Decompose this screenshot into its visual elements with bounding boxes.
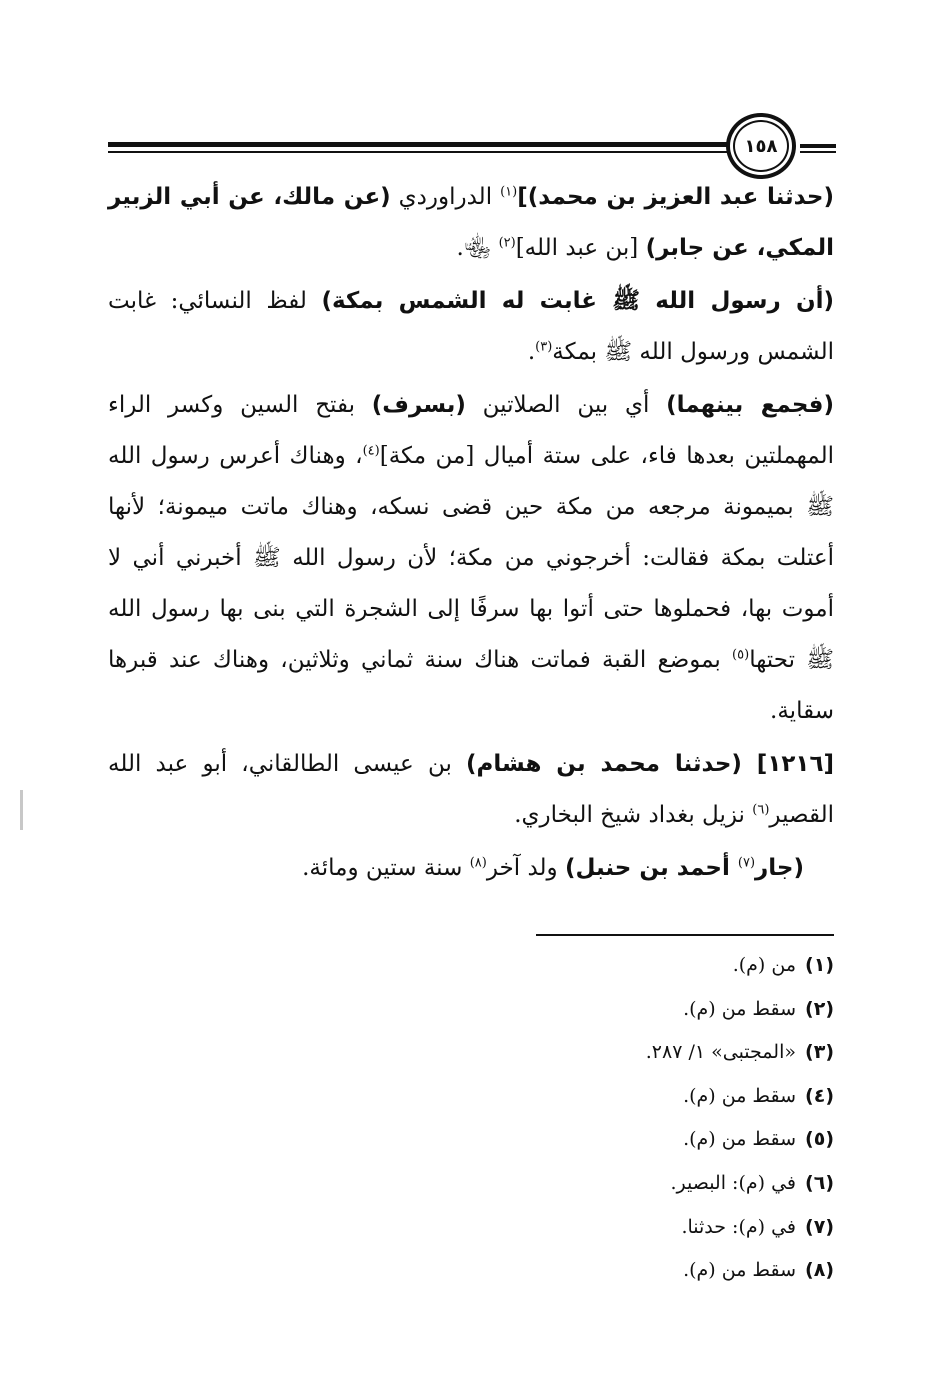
bold-text-segment: [١٢١٦] (حدثنا محمد بن هشام) (466, 751, 834, 777)
footnote-ref: (١) (500, 184, 518, 200)
bold-text-segment: (جار (755, 855, 804, 881)
text-segment: [بن عبد الله] (515, 235, 646, 261)
text-segment: الدراوردي (390, 184, 501, 210)
footnote-ref: (٨) (469, 855, 487, 871)
footnotes-list (500, 944, 834, 1293)
footnote (500, 1118, 834, 1162)
bold-text-segment: (عن مالك، عن أبي الزبير المكي، عن جابر) (108, 184, 834, 261)
footnote-text: سقط من (م). (683, 1128, 796, 1151)
paragraph (108, 843, 834, 894)
text-segment: ﵄. (456, 235, 499, 261)
scan-edge-mark (20, 790, 23, 830)
bold-text-segment: أحمد بن حنبل) (564, 855, 738, 881)
footnote-number: (٤) (805, 1084, 834, 1107)
header-rule-thick (108, 142, 728, 147)
page-header (0, 100, 944, 180)
footnote (500, 1206, 834, 1250)
footnote-number: (٢) (805, 997, 834, 1020)
paragraph (108, 276, 834, 378)
footnote (500, 1031, 834, 1075)
footnote-ref: (٤) (362, 443, 380, 459)
text-segment: ولد آخر (486, 855, 565, 881)
page-number-badge (726, 113, 796, 179)
bold-text-segment: (فجمع بينهما) (666, 392, 834, 418)
page-number: ١٥٨ (733, 120, 789, 172)
footnote-text: سقط من (م). (683, 997, 796, 1020)
footnote-separator (536, 934, 834, 936)
text-segment: بموضع القبة فماتت هناك سنة ثماني وثلاثين، وهناك عند قبرها سقاية. (108, 647, 834, 724)
footnote-text: «المجتبى» ١/ ٢٨٧. (645, 1041, 796, 1064)
text-segment: لفظ النسائي: غابت الشمس ورسول الله ﷺ بمكة (108, 288, 834, 365)
bold-text-segment: (بسرف) (371, 392, 466, 418)
footnote-ref: (٣) (535, 339, 553, 355)
footnote-text: في (م): البصير. (670, 1171, 796, 1194)
footnote-number: (٥) (805, 1128, 834, 1151)
text-segment: نزيل بغداد شيخ البخاري. (514, 802, 753, 828)
paragraph (108, 380, 834, 737)
text-segment: . (527, 339, 536, 365)
header-rule-thin (108, 151, 728, 153)
footnote-ref: (٥) (732, 647, 750, 663)
footnote-ref: (٧) (737, 855, 756, 871)
footnote-text: في (م): حدثنا. (681, 1215, 796, 1238)
text-segment: سنة ستين ومائة. (302, 855, 470, 881)
footnote-text: من (م). (732, 954, 796, 976)
text-segment: بفتح السين وكسر الراء المهملتين بعدها فاء، على ستة أميال [من مكة] (108, 392, 834, 469)
footnote-ref: (٢) (498, 235, 516, 251)
text-segment: ، وهناك أعرس رسول الله ﷺ بميمونة مرجعه من مكة حين قضى نسكه، وهناك ماتت ميمونة؛ لأنها أعتلت بمكة فقالت: أخرجوني من مكة؛ لأن رسول الله ﷺ أخبرني أني لا أموت بها، فحملوها حتى أتوا بها سرفًا إلى الشجرة التي بنى بها رسول الله ﷺ تحتها (108, 443, 834, 673)
footnote (500, 988, 834, 1032)
footnote-number: (٧) (805, 1215, 834, 1238)
footnote (500, 1249, 834, 1293)
footnote-ref: (٦) (752, 802, 770, 818)
footnote-number: (٣) (805, 1041, 834, 1064)
bold-text-segment: (أن رسول الله ﷺ غابت له الشمس بمكة) (321, 288, 834, 314)
footnote-number: (٦) (805, 1171, 834, 1194)
paragraph (108, 172, 834, 274)
paragraph (108, 739, 834, 841)
header-rule-right (800, 144, 836, 148)
text-segment: أي بين الصلاتين (465, 392, 667, 418)
footnote-text: سقط من (م). (683, 1259, 796, 1282)
bold-text-segment: (حدثنا عبد العزيز بن محمد)] (517, 184, 834, 210)
text-segment: بن عيسى الطالقاني، أبو عبد الله القصير (108, 751, 834, 828)
header-rule-right-thin (800, 151, 836, 153)
footnote (500, 944, 834, 988)
footnote-number: (٨) (805, 1259, 834, 1282)
footnote-number: (١) (805, 954, 834, 976)
footnote (500, 1162, 834, 1206)
footnote-text: سقط من (م). (683, 1084, 796, 1107)
main-text (108, 172, 834, 896)
footnote (500, 1075, 834, 1119)
